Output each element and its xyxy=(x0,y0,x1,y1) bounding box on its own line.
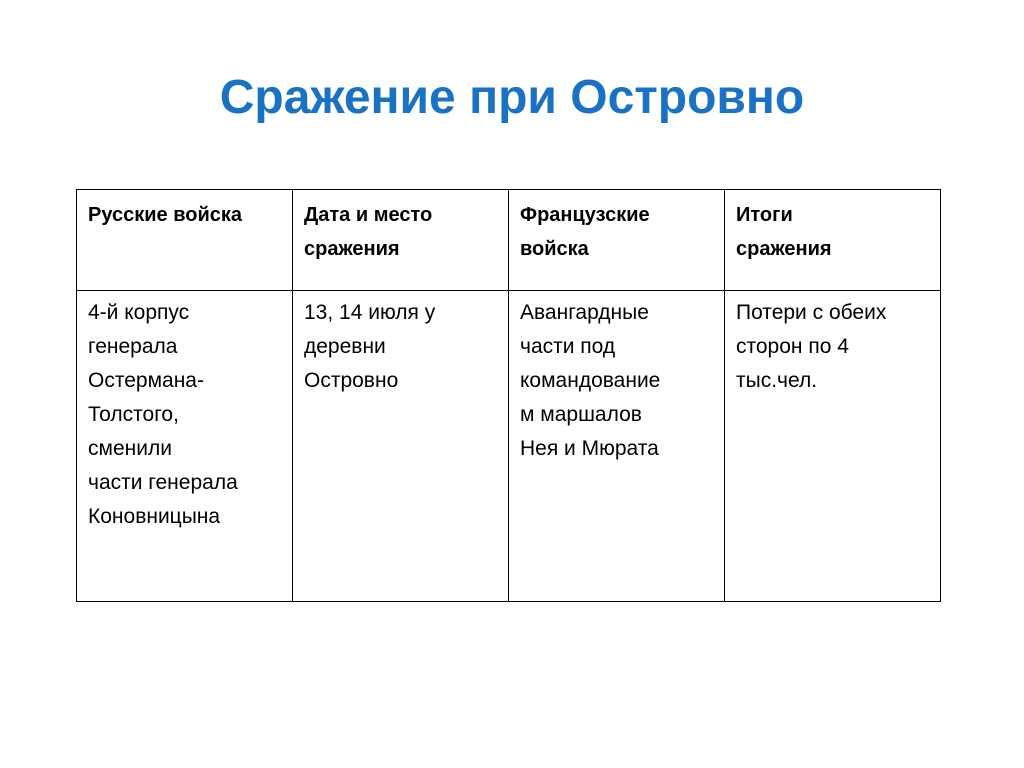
header-date-place xyxy=(293,190,509,291)
cell-results xyxy=(725,291,941,602)
cell-russian-troops xyxy=(77,291,293,602)
table-cell-text: Потери с обеих сторон по 4 тыс.чел. xyxy=(736,301,887,392)
header-cell-text: Итоги сражения xyxy=(736,204,832,260)
header-results xyxy=(725,190,941,291)
header-french-troops xyxy=(509,190,725,291)
table-row xyxy=(77,291,941,602)
table-cell-text: Авангардные части под командование м маршалов Нея и Мюрата xyxy=(520,301,661,460)
header-cell-text: Русские войска xyxy=(88,204,242,226)
table-header-row xyxy=(77,190,941,291)
header-russian-troops xyxy=(77,190,293,291)
table-cell-text: 4-й корпус генерала Остермана- Толстого, сменили части генерала Коновницына xyxy=(88,301,238,528)
table-cell-text: 13, 14 июля у деревни Островно xyxy=(304,301,436,392)
cell-date-place xyxy=(293,291,509,602)
slide-title: Сражение при Островно xyxy=(219,71,805,124)
header-cell-text: Дата и место сражения xyxy=(304,204,433,260)
battle-table xyxy=(76,189,941,602)
header-cell-text: Французские войска xyxy=(520,204,650,260)
cell-french-troops xyxy=(509,291,725,602)
